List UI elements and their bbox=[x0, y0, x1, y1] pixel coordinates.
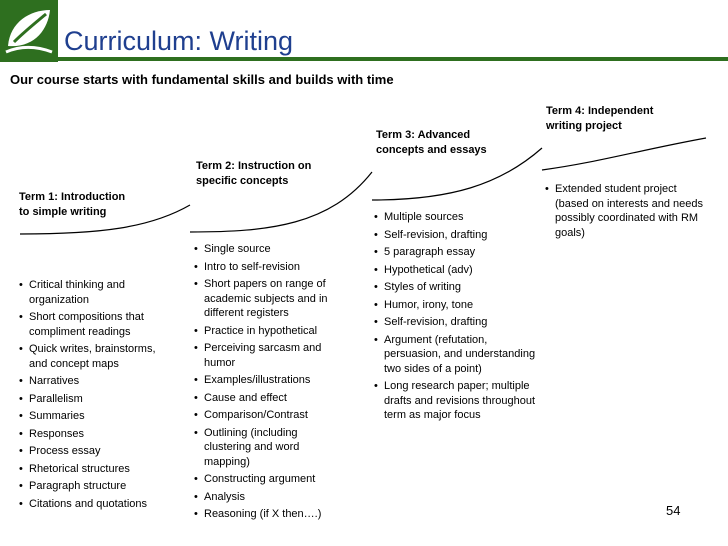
list-item: • Multiple sources bbox=[374, 210, 536, 225]
term-2-list bbox=[194, 242, 344, 525]
list-item: • Narratives bbox=[19, 374, 169, 389]
term-1-list bbox=[19, 278, 169, 514]
list-item: • Quick writes, brainstorms, and concept maps bbox=[19, 342, 169, 371]
list-item: • Comparison/Contrast bbox=[194, 408, 344, 423]
page-title: Curriculum: Writing bbox=[64, 26, 294, 56]
list-item: • Self-revision, drafting bbox=[374, 228, 536, 243]
page-number: 54 bbox=[666, 503, 681, 518]
list-item: • Extended student project (based on interests and needs possibly coordinated with RM goals) bbox=[545, 182, 710, 240]
list-item: • Short compositions that compliment readings bbox=[19, 310, 169, 339]
list-item: • Summaries bbox=[19, 409, 169, 424]
list-item: • Humor, irony, tone bbox=[374, 298, 536, 313]
list-item: • Parallelism bbox=[19, 392, 169, 407]
list-item: • 5 paragraph essay bbox=[374, 245, 536, 260]
list-item: • Outlining (including clustering and word mapping) bbox=[194, 426, 344, 470]
list-item: • Practice in hypothetical bbox=[194, 324, 344, 339]
page-subtitle: Our course starts with fundamental skills and builds with time bbox=[10, 72, 394, 87]
list-item: • Argument (refutation, persuasion, and understanding two sides of a point) bbox=[374, 333, 536, 377]
list-item: • Reasoning (if X then….) bbox=[194, 507, 344, 522]
list-item: • Examples/illustrations bbox=[194, 373, 344, 388]
term-1-heading: Term 1: Introduction to simple writing bbox=[19, 191, 126, 218]
list-item: • Rhetorical structures bbox=[19, 462, 169, 477]
list-item: • Constructing argument bbox=[194, 472, 344, 487]
list-item: • Long research paper; multiple drafts and revisions throughout term as major focus bbox=[374, 379, 536, 423]
list-item: • Hypothetical (adv) bbox=[374, 263, 536, 278]
term-2-heading: Term 2: Instruction on specific concepts bbox=[196, 160, 312, 187]
term-4-heading: Term 4: Independent writing project bbox=[546, 105, 654, 132]
list-item: • Critical thinking and organization bbox=[19, 278, 169, 307]
list-item: • Cause and effect bbox=[194, 391, 344, 406]
list-item: • Short papers on range of academic subjects and in different registers bbox=[194, 277, 344, 321]
list-item: • Perceiving sarcasm and humor bbox=[194, 341, 344, 370]
list-item: • Intro to self-revision bbox=[194, 260, 344, 275]
term-3-list bbox=[374, 210, 536, 426]
term-3-heading: Term 3: Advanced concepts and essays bbox=[376, 129, 487, 156]
list-item: • Single source bbox=[194, 242, 344, 257]
list-item: • Analysis bbox=[194, 490, 344, 505]
list-item: • Responses bbox=[19, 427, 169, 442]
list-item: • Styles of writing bbox=[374, 280, 536, 295]
list-item: • Self-revision, drafting bbox=[374, 315, 536, 330]
term-4-list bbox=[545, 182, 710, 243]
list-item: • Citations and quotations bbox=[19, 497, 169, 512]
list-item: • Paragraph structure bbox=[19, 479, 169, 494]
list-item: • Process essay bbox=[19, 444, 169, 459]
